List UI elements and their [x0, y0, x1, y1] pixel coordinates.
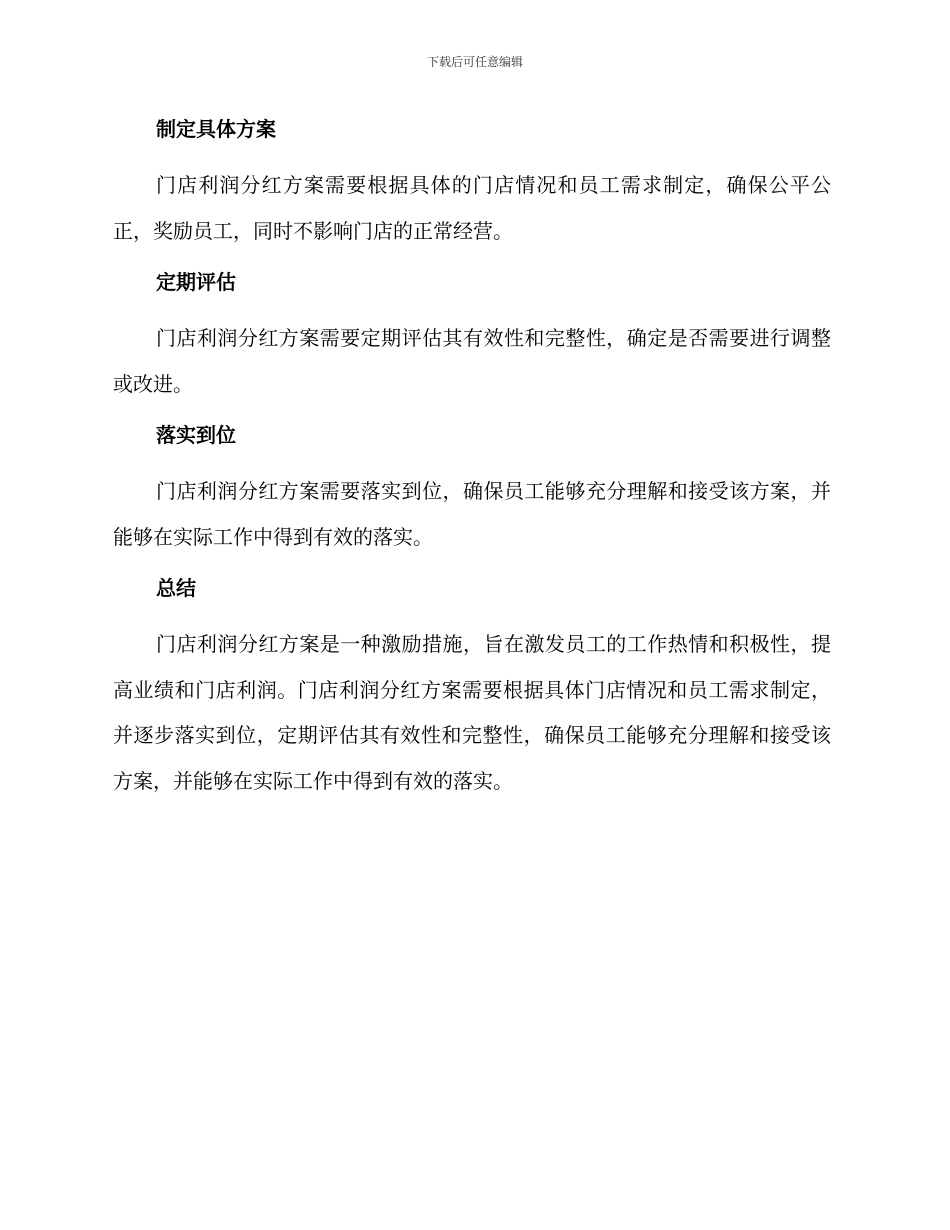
- section-body-plan: 门店利润分红方案需要根据具体的门店情况和员工需求制定，确保公平公正，奖励员工，同时不影响门店的正常经营。: [113, 173, 831, 243]
- section-heading-summary: 总结: [156, 576, 196, 600]
- section-body-summary: 门店利润分红方案是一种激励措施，旨在激发员工的工作热情和积极性，提高业绩和门店利润。门店利润分红方案需要根据具体门店情况和员工需求制定，并逐步落实到位，定期评估其有效性和完整性，确保员工能够充分理解和接受该方案，并能够在实际工作中得到有效的落实。: [113, 632, 831, 793]
- document-content: [113, 111, 831, 804]
- section-body-implementation: 门店利润分红方案需要落实到位，确保员工能够充分理解和接受该方案，并能够在实际工作中得到有效的落实。: [113, 479, 831, 549]
- section-body-evaluation: 门店利润分红方案需要定期评估其有效性和完整性，确定是否需要进行调整或改进。: [113, 326, 831, 396]
- section-heading-implementation: 落实到位: [156, 423, 236, 447]
- section-heading-evaluation: 定期评估: [156, 270, 236, 294]
- section-heading-plan: 制定具体方案: [156, 117, 276, 141]
- header-note: 下载后可任意编辑: [426, 55, 523, 69]
